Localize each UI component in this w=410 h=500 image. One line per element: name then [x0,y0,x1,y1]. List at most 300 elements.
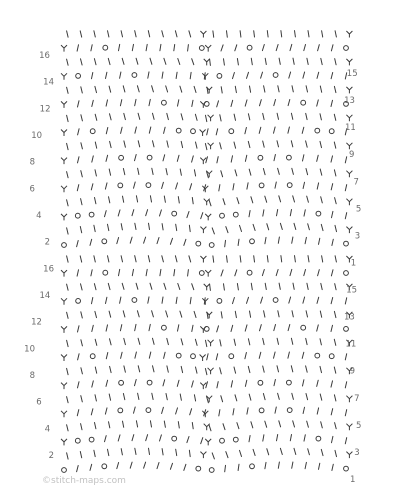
knit-symbol [124,113,126,119]
decrease-symbol [346,452,352,459]
knit-symbol [306,366,308,372]
knit-symbol [67,340,69,346]
knit-symbol [181,366,182,372]
knit-symbol [110,339,112,345]
knit-symbol [91,270,92,276]
knit-symbol [262,45,264,51]
knit-symbol [320,86,321,92]
knit-symbol [166,86,168,92]
knit-symbol [276,45,278,51]
knit-symbol [130,462,132,468]
knit-symbol [295,256,296,262]
yarnover-symbol [196,466,201,471]
knit-symbol [106,128,108,134]
knit-symbol [303,72,305,78]
knit-symbol [122,58,124,64]
knit-symbol [331,325,333,331]
knit-symbol [249,394,251,400]
knit-symbol [174,45,175,51]
knit-symbol [320,169,322,175]
knit-symbol [176,183,178,189]
yarnover-symbol [199,46,204,51]
decrease-symbol [346,396,352,403]
decrease-symbol [61,411,67,418]
yarnover-symbol [132,298,137,303]
knit-symbol [164,283,166,289]
knit-symbol [162,224,163,230]
knit-symbol [212,228,214,234]
knit-symbol [120,325,121,331]
knit-symbol [180,86,182,92]
knit-symbol [149,324,150,330]
knit-symbol [294,448,296,454]
knit-symbol [153,338,155,344]
knit-symbol [249,211,250,217]
knit-symbol [108,224,109,230]
knit-symbol [247,297,249,303]
knit-symbol [331,409,333,415]
knit-symbol [332,239,333,245]
knit-symbol [148,297,149,303]
knit-symbol [263,435,264,441]
knit-symbol [307,58,308,64]
yarnover-symbol [146,183,151,188]
knit-symbol [265,196,267,202]
knit-symbol [290,435,291,441]
knit-symbol [121,256,122,262]
yarnover-symbol [89,437,94,442]
decrease-symbol [61,214,67,221]
yarnover-symbol [191,129,196,134]
knit-symbol [77,45,78,51]
knit-symbol [265,462,266,468]
knit-symbol [81,396,83,402]
knit-symbol [334,114,336,120]
knit-symbol [117,463,119,469]
knit-symbol [261,297,263,303]
yarnover-symbol [259,408,264,413]
knit-symbol [292,393,294,399]
decrease-symbol [204,284,210,291]
left-row-label: 14 [39,291,51,301]
knit-symbol [80,227,81,233]
knit-symbol [331,381,333,387]
knit-symbol [121,31,122,37]
knit-symbol [81,115,83,121]
decrease-symbol [346,143,352,150]
knit-symbol [67,284,69,290]
knit-symbol [206,115,207,121]
knit-symbol [317,297,319,303]
yarnover-symbol [89,212,94,217]
decrease-symbol [200,326,206,333]
knit-symbol [289,297,291,303]
knit-symbol [263,113,264,119]
knit-symbol [206,340,207,346]
yarnover-symbol [209,468,214,473]
knit-symbol [78,354,80,360]
knit-symbol [190,72,191,78]
yarnover-symbol [344,327,349,332]
knit-symbol [332,211,333,217]
knit-symbol [91,409,93,415]
right-row-label: 1 [350,475,356,485]
left-row-label: 16 [39,51,50,61]
knit-symbol [95,142,96,148]
knit-symbol [180,311,182,317]
knit-symbol [224,284,225,290]
knit-symbol [320,394,322,400]
yarnover-symbol [233,212,238,217]
knit-symbol [78,157,80,163]
knit-symbol [209,425,211,431]
knit-symbol [123,169,124,175]
yarnover-symbol [316,436,321,441]
knit-symbol [295,31,296,37]
knit-symbol [321,422,323,428]
decrease-symbol [346,115,352,122]
knit-symbol [189,256,191,262]
knit-symbol [237,284,238,290]
knit-symbol [177,155,179,161]
knit-symbol [81,368,83,374]
knit-symbol [136,283,138,289]
knit-symbol [321,58,322,64]
knit-symbol [274,155,275,161]
knit-symbol [136,58,138,64]
knit-symbol [176,72,177,78]
left-row-label: 8 [29,157,36,168]
knit-symbol [105,183,107,189]
knit-symbol [334,86,336,92]
knit-symbol [345,157,346,163]
knit-symbol [322,256,323,262]
row-number-labels [24,51,361,485]
knit-symbol [67,143,69,149]
knit-symbol [118,210,120,216]
yarnover-symbol [344,46,349,51]
knit-symbol [248,339,249,345]
knit-symbol [95,367,96,373]
knit-symbol [90,464,92,470]
yarnover-symbol [62,468,67,473]
yarnover-symbol [162,325,167,330]
knit-symbol [178,422,179,428]
knit-symbol [267,256,268,262]
knit-symbol [81,143,83,149]
knit-symbol [264,311,265,317]
knit-symbol [233,298,235,304]
yarnover-symbol [119,380,124,385]
knit-symbol [195,114,197,120]
knit-symbol [92,298,93,304]
knit-symbol [122,283,124,289]
knit-symbol [166,311,168,317]
knit-symbol [192,325,193,331]
knit-symbol [235,270,237,276]
knit-symbol [281,256,282,262]
knit-symbol [176,297,177,303]
left-row-label: 10 [31,131,43,141]
right-row-label: 3 [354,447,360,458]
decrease-symbol [61,186,67,193]
knit-symbol [180,394,181,400]
knit-symbol [135,31,136,37]
knit-symbol [80,256,82,262]
knit-symbol [77,270,78,276]
knit-symbol [240,256,241,262]
knit-symbol [149,352,151,358]
knit-symbol [249,169,251,175]
yarnover-symbol [147,155,152,160]
knit-symbol [176,224,177,230]
knit-symbol [81,59,83,65]
knit-symbol [225,465,226,471]
knit-symbol [153,366,155,372]
knit-symbol [321,224,323,230]
knit-symbol [331,270,333,276]
decrease-symbol [200,101,206,108]
knit-symbol [153,113,155,119]
knit-symbol [77,410,79,416]
knit-symbol [152,393,153,399]
knit-symbol [178,284,180,290]
knit-symbol [67,31,69,37]
knit-symbol [123,394,124,400]
yarnover-symbol [258,155,263,160]
knit-symbol [251,58,252,64]
knit-symbol [231,100,233,106]
knit-symbol [293,283,294,289]
knit-symbol [67,256,69,262]
yarnover-symbol [132,73,137,78]
knit-symbol [302,127,304,133]
knit-symbol [149,127,151,133]
knit-symbol [251,197,253,203]
yarnover-symbol [329,129,334,134]
knit-symbol [281,31,282,37]
knit-symbol [95,86,97,92]
knit-symbol [278,462,279,468]
knit-symbol [317,325,319,331]
knit-symbol [194,86,196,92]
decrease-symbol [200,130,206,137]
right-row-label: 7 [354,393,360,404]
knit-symbol [124,338,126,344]
knit-symbol [278,393,280,399]
knit-symbol [280,448,282,454]
knit-symbol [253,224,255,230]
decrease-symbol [200,256,206,263]
knit-symbol [135,155,137,161]
knit-symbol [317,100,319,106]
knit-symbol [220,143,222,149]
knit-symbol [146,435,148,441]
knit-symbol [251,283,252,289]
knit-symbol [67,228,69,234]
knit-symbol [124,366,126,372]
knit-symbol [178,100,179,106]
knit-symbol [290,210,291,216]
left-row-label: 4 [36,211,42,221]
knit-symbol [132,44,133,50]
knit-symbol [278,86,279,92]
yarnover-symbol [76,299,81,304]
knit-symbol [207,129,208,135]
yarnover-symbol [301,100,306,105]
knit-symbol [190,409,192,415]
knit-symbol [267,449,269,455]
yarnover-symbol [287,408,292,413]
knit-symbol [233,409,234,415]
knit-symbol [302,352,304,358]
knit-symbol [321,449,323,455]
knit-symbol [320,339,321,345]
knit-symbol [181,141,182,147]
knit-symbol [192,381,194,387]
knit-symbol [120,72,121,78]
knit-symbol [263,141,265,147]
knit-symbol [138,141,140,147]
yarnover-symbol [103,45,108,50]
knit-symbol [150,283,152,289]
knit-symbol [307,283,308,289]
decrease-symbol [204,59,210,66]
knit-symbol [317,183,318,189]
knit-symbol [81,171,83,177]
knit-symbol [221,270,223,276]
stitch-grid [61,31,355,473]
knit-symbol [150,421,151,427]
yarnover-symbol [176,128,181,133]
knit-symbol [277,113,278,119]
knit-symbol [160,269,161,275]
knit-symbol [162,31,164,37]
decrease-symbol [208,115,214,122]
yarnover-symbol [176,353,181,358]
yarnover-symbol [344,466,349,471]
knit-symbol [108,31,109,37]
knit-symbol [275,182,276,188]
knit-symbol [123,421,124,427]
knit-symbol [108,58,110,64]
decrease-symbol [61,130,67,137]
knit-symbol [260,100,262,106]
knit-symbol [205,369,207,375]
yarnover-symbol [172,211,177,216]
knit-symbol [119,44,120,50]
yarnover-symbol [103,270,108,275]
knit-symbol [290,269,292,275]
knit-symbol [334,311,336,317]
knit-symbol [166,169,167,175]
knit-symbol [306,169,308,175]
knit-symbol [91,184,93,190]
decrease-symbol [205,214,211,221]
knit-symbol [335,225,337,231]
knit-symbol [108,449,109,455]
knit-symbol [221,171,223,177]
knit-symbol [109,422,110,428]
knit-symbol [335,256,336,262]
knit-symbol [138,113,140,119]
knit-symbol [67,200,69,206]
knit-symbol [280,223,282,229]
knit-symbol [217,326,219,332]
knit-symbol [276,270,278,276]
yarnover-symbol [220,213,225,218]
yarnover-symbol [191,354,196,359]
yarnover-symbol [102,464,107,469]
knit-symbol [304,45,306,51]
knit-symbol [124,141,126,147]
knit-symbol [320,141,322,147]
knit-symbol [201,438,203,444]
yarnover-symbol [273,73,278,78]
decrease-symbol [61,73,67,80]
knit-symbol [245,380,246,386]
knit-symbol [321,283,322,289]
knit-symbol [78,326,80,332]
knit-symbol [277,141,279,147]
knit-symbol [240,450,242,456]
knit-symbol [219,410,220,416]
knit-symbol [334,142,336,148]
left-row-label: 6 [29,184,35,195]
knit-symbol [210,284,211,290]
right-row-label: 15 [346,69,358,79]
right-row-label: 13 [344,312,355,323]
knit-symbol [205,144,207,150]
knit-symbol [334,339,336,345]
knit-symbol [189,450,190,456]
knit-symbol [164,352,166,358]
knit-symbol [150,196,151,202]
right-row-label: 13 [344,96,355,107]
knit-symbol [308,31,309,37]
knit-symbol [144,462,146,468]
knit-symbol [247,72,249,78]
knit-symbol [240,31,241,37]
knit-symbol [320,366,322,372]
knit-symbol [91,45,92,51]
knit-symbol [149,99,150,105]
knit-symbol [267,31,268,37]
knit-symbol [216,129,218,135]
yarnover-symbol [62,243,67,248]
left-row-label: 10 [24,344,35,355]
decrease-symbol [200,452,206,459]
knit-symbol [138,168,139,174]
knit-symbol [162,182,164,188]
knit-symbol [220,340,221,346]
knit-symbol [110,114,112,120]
knit-symbol [94,256,95,262]
decrease-symbol [200,158,206,165]
knit-symbol [245,325,247,331]
knit-symbol [291,338,292,344]
left-row-label: 6 [36,397,42,408]
knit-symbol [331,45,333,51]
knit-symbol [234,339,235,345]
knit-symbol [235,395,237,401]
knit-symbol [110,366,112,372]
knit-symbol [261,72,263,78]
knit-symbol [80,452,81,458]
knit-symbol [67,59,69,65]
knit-symbol [196,367,198,373]
knit-symbol [265,58,266,64]
